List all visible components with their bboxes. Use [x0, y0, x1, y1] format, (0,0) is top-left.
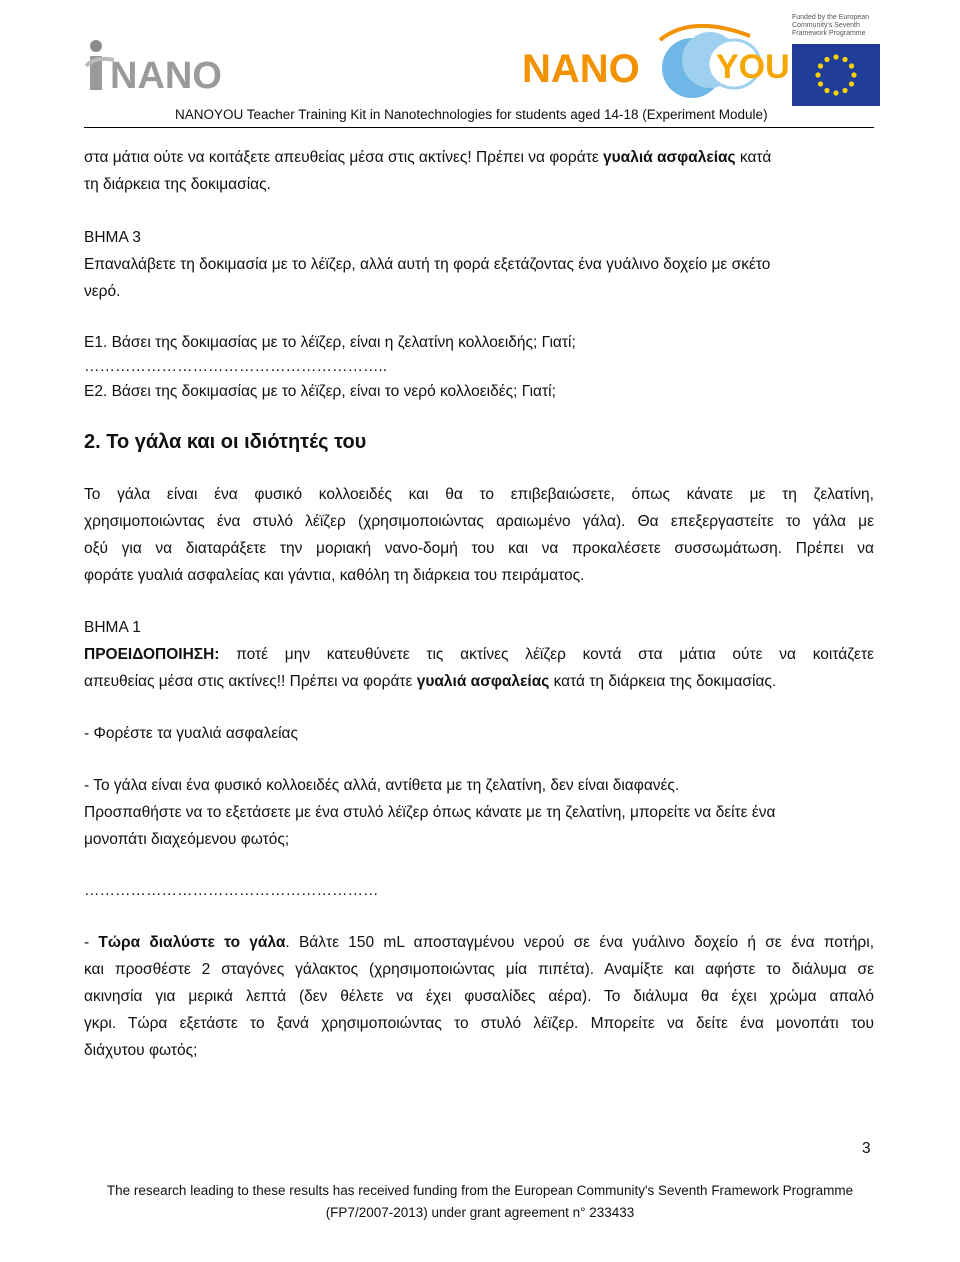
inano-logo — [84, 38, 244, 97]
eu-caption: Funded by the European Community's Seventh Framework Programme — [792, 14, 870, 37]
text-run: . Βάλτε 150 mL αποσταγμένου νερού σε ένα γυάλινο δοχείο ή σε ένα ποτήρι, — [285, 934, 875, 951]
warning-line-end — [84, 668, 874, 695]
page-header — [0, 0, 960, 135]
dissolve-line: και προσθέστε 2 σταγόνες γάλακτος (χρησιμοποιώντας μία πιπέτα). Αναμίξτε και αφήστε το διάλυμα σε — [84, 961, 874, 978]
page-footer — [0, 1180, 960, 1224]
milk-test-line: - Το γάλα είναι ένα φυσικό κολλοειδές αλλά, αντίθετα με τη ζελατίνη, δεν είναι διαφανές. — [84, 777, 680, 794]
step3-text: Επαναλάβετε τη δοκιμασία με το λέϊζερ, αλλά αυτή τη φορά εξετάζοντας ένα γυάλινο δοχείο με σκέτο — [84, 256, 771, 273]
text-run: κατά τη διάρκεια της δοκιμασίας. — [549, 673, 777, 690]
text-run: κατά — [735, 149, 772, 166]
answer-blank: ………………………………………………… — [84, 882, 379, 899]
svg-text:NANO: NANO — [522, 47, 640, 91]
dissolve-line-end: διάχυτου φωτός; — [84, 1042, 198, 1059]
page-number: 3 — [862, 1140, 871, 1157]
warning-label: ΠΡΟΕΙΔΟΠΟΙΗΣΗ: — [84, 646, 220, 663]
bold-text: γυαλιά ασφαλείας — [603, 149, 736, 166]
dissolve-line: γκρι. Τώρα εξετάστε το ξανά χρησιμοποιώντας το στυλό λέϊζερ. Μπορείτε να δείτε ένα μονοπάτι του — [84, 1015, 874, 1032]
milk-intro-line: φοράτε γυαλιά ασφαλείας και γάντια, καθόλη τη διάρκεια του πειράματος. — [84, 567, 585, 584]
milk-intro-line: οξύ για να διαταράξετε την μοριακή νανο-δομή του και να προκαλέσετε συσσωμάτωση. Πρέπει να — [84, 540, 874, 557]
text-run: απευθείας μέσα στις ακτίνες!! Πρέπει να φοράτε — [84, 673, 417, 690]
text-run: - — [84, 934, 99, 951]
eu-funding-badge — [788, 14, 884, 108]
question-e2: Ε2. Βάσει της δοκιμασίας με το λέϊζερ, είναι το νερό κολλοειδές; Γιατί; — [84, 383, 556, 400]
milk-test-line: μονοπάτι διαχεόμενου φωτός; — [84, 831, 290, 848]
footer-line: (FP7/2007-2013) under grant agreement n° 233433 — [325, 1205, 635, 1220]
document-body — [84, 144, 874, 1064]
goggles-instruction: - Φορέστε τα γυαλιά ασφαλείας — [84, 725, 298, 742]
svg-text:YOU: YOU — [716, 48, 790, 86]
eu-flag-icon — [792, 44, 880, 106]
milk-test-line: Προσπαθήστε να το εξετάσετε με ένα στυλό λέϊζερ όπως κάνατε με τη ζελατίνη, μπορείτε να δείτε ένα — [84, 804, 776, 821]
bold-text: γυαλιά ασφαλείας — [416, 673, 550, 690]
text-run: ποτέ μην κατευθύνετε τις ακτίνες λέϊζερ κοντά στα μάτια ούτε να κοιτάζετε — [219, 646, 874, 663]
bold-text: Τώρα διαλύστε το γάλα — [98, 934, 286, 951]
milk-intro-line: Το γάλα είναι ένα φυσικό κολλοειδές και θα το επιβεβαιώσετε, όπως κάνατε με τη ζελατίνη, — [84, 486, 874, 503]
step3-title: ΒΗΜΑ 3 — [84, 229, 141, 246]
step3-text-end: νερό. — [84, 283, 121, 300]
milk-intro-line: χρησιμοποιώντας ένα στυλό λέϊζερ (χρησιμοποιώντας αραιωμένο γάλα). Θα επεξεργαστείτε το γάλα με — [84, 513, 874, 530]
svg-text:NANO: NANO — [110, 55, 222, 97]
kit-title: NANOYOU Teacher Training Kit in Nanotechnologies for students aged 14-18 (Experiment Module) — [175, 107, 768, 122]
warning-line — [84, 641, 874, 668]
safety-paragraph — [84, 144, 874, 171]
footer-line: The research leading to these results has received funding from the European Community's Seventh Framework Programme — [106, 1183, 854, 1198]
safety-paragraph-end: τη διάρκεια της δοκιμασίας. — [84, 176, 271, 193]
question-e1: Ε1. Βάσει της δοκιμασίας με το λέϊζερ, είναι η ζελατίνη κολλοειδής; Γιατί; — [84, 334, 576, 351]
dissolve-line — [84, 929, 874, 956]
step1-title: ΒΗΜΑ 1 — [84, 619, 141, 636]
text-run: στα μάτια ούτε να κοιτάξετε απευθείας μέσα στις ακτίνες! Πρέπει να φοράτε — [84, 149, 604, 166]
nanoyou-logo — [520, 20, 790, 106]
header-divider — [84, 127, 874, 128]
answer-blank: ………………………………………………….. — [84, 358, 388, 375]
section-title: 2. Το γάλα και οι ιδιότητές του — [84, 431, 367, 453]
dissolve-line: ακινησία για μερικά λεπτά (δεν θέλετε να έχει φυσαλίδες αέρα). Το διάλυμα θα έχει χρώμα απαλό — [84, 988, 874, 1005]
